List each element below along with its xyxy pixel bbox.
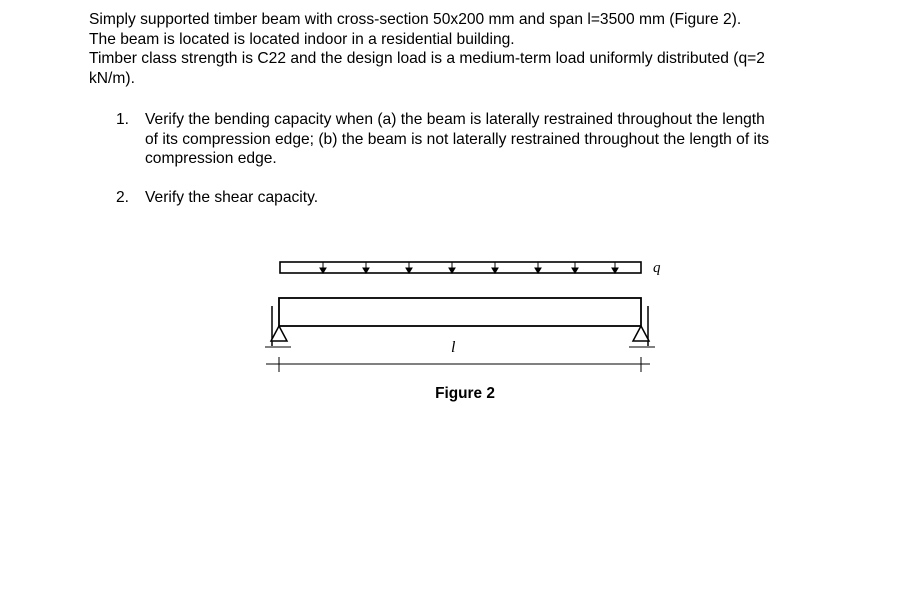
task-text [145,110,879,169]
task-text [145,188,879,208]
load-arrows [320,262,618,273]
task-line: of its compression edge; (b) the beam is not laterally restrained throughout the length of its [145,130,770,148]
span-label: l [451,339,456,356]
figure-caption: Figure 2 [435,385,495,402]
distributed-load [280,260,661,276]
load-label: q [653,260,661,276]
problem-statement [89,10,879,88]
task-number: 1. [116,111,130,128]
task-item-1 [89,110,879,169]
span-dimension [266,357,650,372]
intro-line-1: Simply supported timber beam with cross-section 50x200 mm and span l=3500 mm (Figure 2). [89,11,742,28]
intro-line-3: Timber class strength is C22 and the design load is a medium-term load uniformly distributed (q=2 [89,50,765,68]
intro-line-4: kN/m). [89,69,135,87]
task-line: Verify the shear capacity. [145,188,319,206]
task-line: Verify the bending capacity when (a) the beam is laterally restrained throughout the length [145,111,765,128]
task-line: compression edge. [145,150,277,168]
task-item-2 [89,188,879,208]
task-list [89,110,879,207]
right-pin-support [629,306,655,347]
load-block [280,262,641,273]
left-pin-support [265,306,291,347]
task-number: 2. [116,188,130,206]
beam [279,298,641,326]
intro-line-2: The beam is located is located indoor in a residential building. [89,30,515,48]
